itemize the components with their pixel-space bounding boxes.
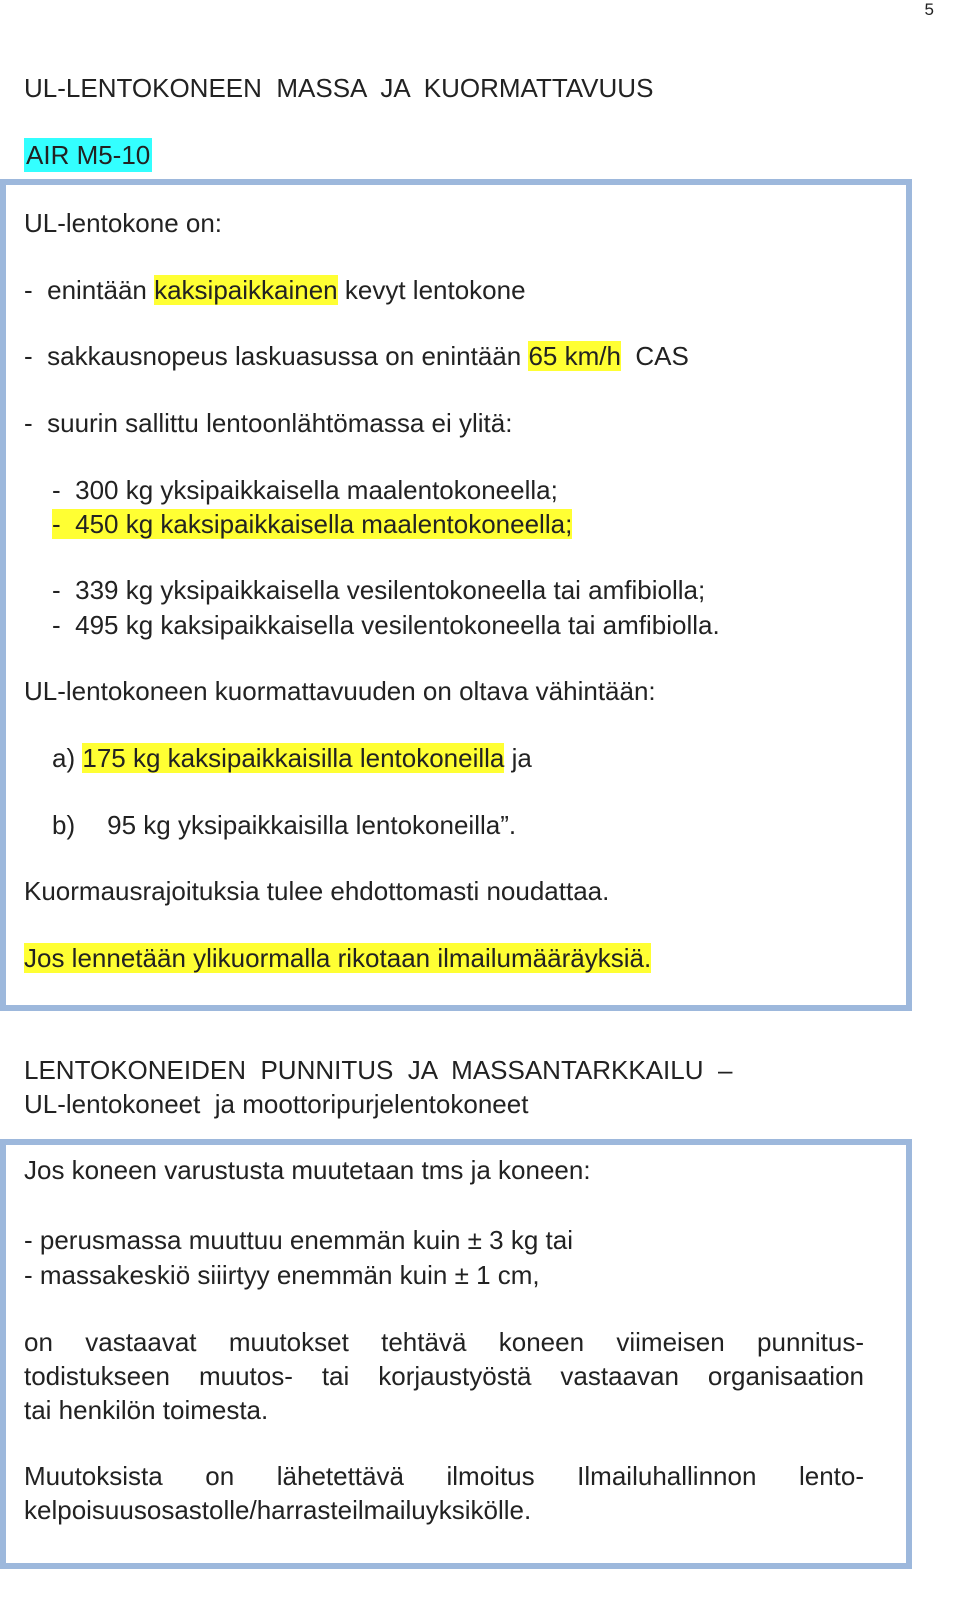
note-limits: Kuormausrajoituksia tulee ehdottomasti noudattaa. [24, 876, 610, 906]
bullet-seats-prefix: - enintään [24, 275, 155, 305]
capacity-item-b [52, 810, 516, 840]
weighing-para2-line2: kelpoisuusosastolle/harrasteilmailuyksikölle. [24, 1495, 532, 1525]
bullet-stall-suffix: CAS [620, 341, 689, 371]
mass-double-land [52, 509, 572, 539]
mass-double-land-highlight: - 450 kg kaksipaikkaisella maalentokoneella; [52, 509, 573, 539]
item-a-suffix: ja [504, 743, 532, 773]
weighing-bullet-mass: - perusmassa muuttuu enemmän kuin ± 3 kg tai [24, 1225, 573, 1255]
weighing-bullet-cg: - massakeskiö siiirtyy enemmän kuin ± 1 cm, [24, 1260, 540, 1290]
weighing-para1-line1: on vastaavat muutokset tehtävä koneen viimeisen punnitus- [24, 1327, 864, 1357]
note-violation [24, 943, 651, 973]
bullet-seats [24, 275, 526, 305]
item-b-text: 95 kg yksipaikkaisilla lentokoneilla”. [107, 810, 517, 840]
page-number: 5 [924, 0, 934, 19]
section2-heading: LENTOKONEIDEN PUNNITUS JA MASSANTARKKAILU – [24, 1055, 733, 1085]
regulation-reference [24, 140, 152, 170]
bullet-stall-speed [24, 341, 689, 371]
mass-single-water: - 339 kg yksipaikkaisella vesilentokoneella tai amfibiolla; [52, 575, 706, 605]
bullet-seats-highlight: kaksipaikkainen [154, 275, 338, 305]
item-a-label: a) [52, 743, 76, 773]
bullet-stall-prefix: - sakkausnopeus laskuasussa on enintään [24, 341, 529, 371]
capacity-intro: UL-lentokoneen kuormattavuuden on oltava vähintään: [24, 676, 656, 706]
ul-intro: UL-lentokone on: [24, 208, 223, 238]
weighing-para1-line3: tai henkilön toimesta. [24, 1395, 269, 1425]
weighing-intro: Jos koneen varustusta muutetaan tms ja koneen: [24, 1155, 591, 1185]
bullet-seats-suffix: kevyt lentokone [337, 275, 526, 305]
weighing-para2-line1: Muutoksista on lähetettävä ilmoitus Ilmailuhallinnon lento- [24, 1461, 864, 1491]
item-b-label: b) [52, 810, 76, 840]
capacity-item-a [52, 743, 532, 773]
mass-single-land: - 300 kg yksipaikkaisella maalentokoneella; [52, 475, 558, 505]
bullet-max-mass: - suurin sallittu lentoonlähtömassa ei ylitä: [24, 408, 513, 438]
section2-subheading: UL-lentokoneet ja moottoripurjelentokoneet [24, 1089, 529, 1119]
mass-double-water: - 495 kg kaksipaikkaisella vesilentokoneella tai amfibiolla. [52, 610, 720, 640]
item-a-highlight: 175 kg kaksipaikkaisilla lentokoneilla [82, 743, 505, 773]
reference-highlight: AIR M5-10 [26, 140, 151, 170]
section1-heading: UL-LENTOKONEEN MASSA JA KUORMATTAVUUS [24, 73, 654, 103]
note-violation-highlight: Jos lennetään ylikuormalla rikotaan ilmailumääräyksiä. [24, 943, 652, 973]
bullet-stall-highlight: 65 km/h [528, 341, 621, 371]
weighing-para1-line2: todistukseen muutos- tai korjaustyöstä vastaavan organisaation [24, 1361, 864, 1391]
